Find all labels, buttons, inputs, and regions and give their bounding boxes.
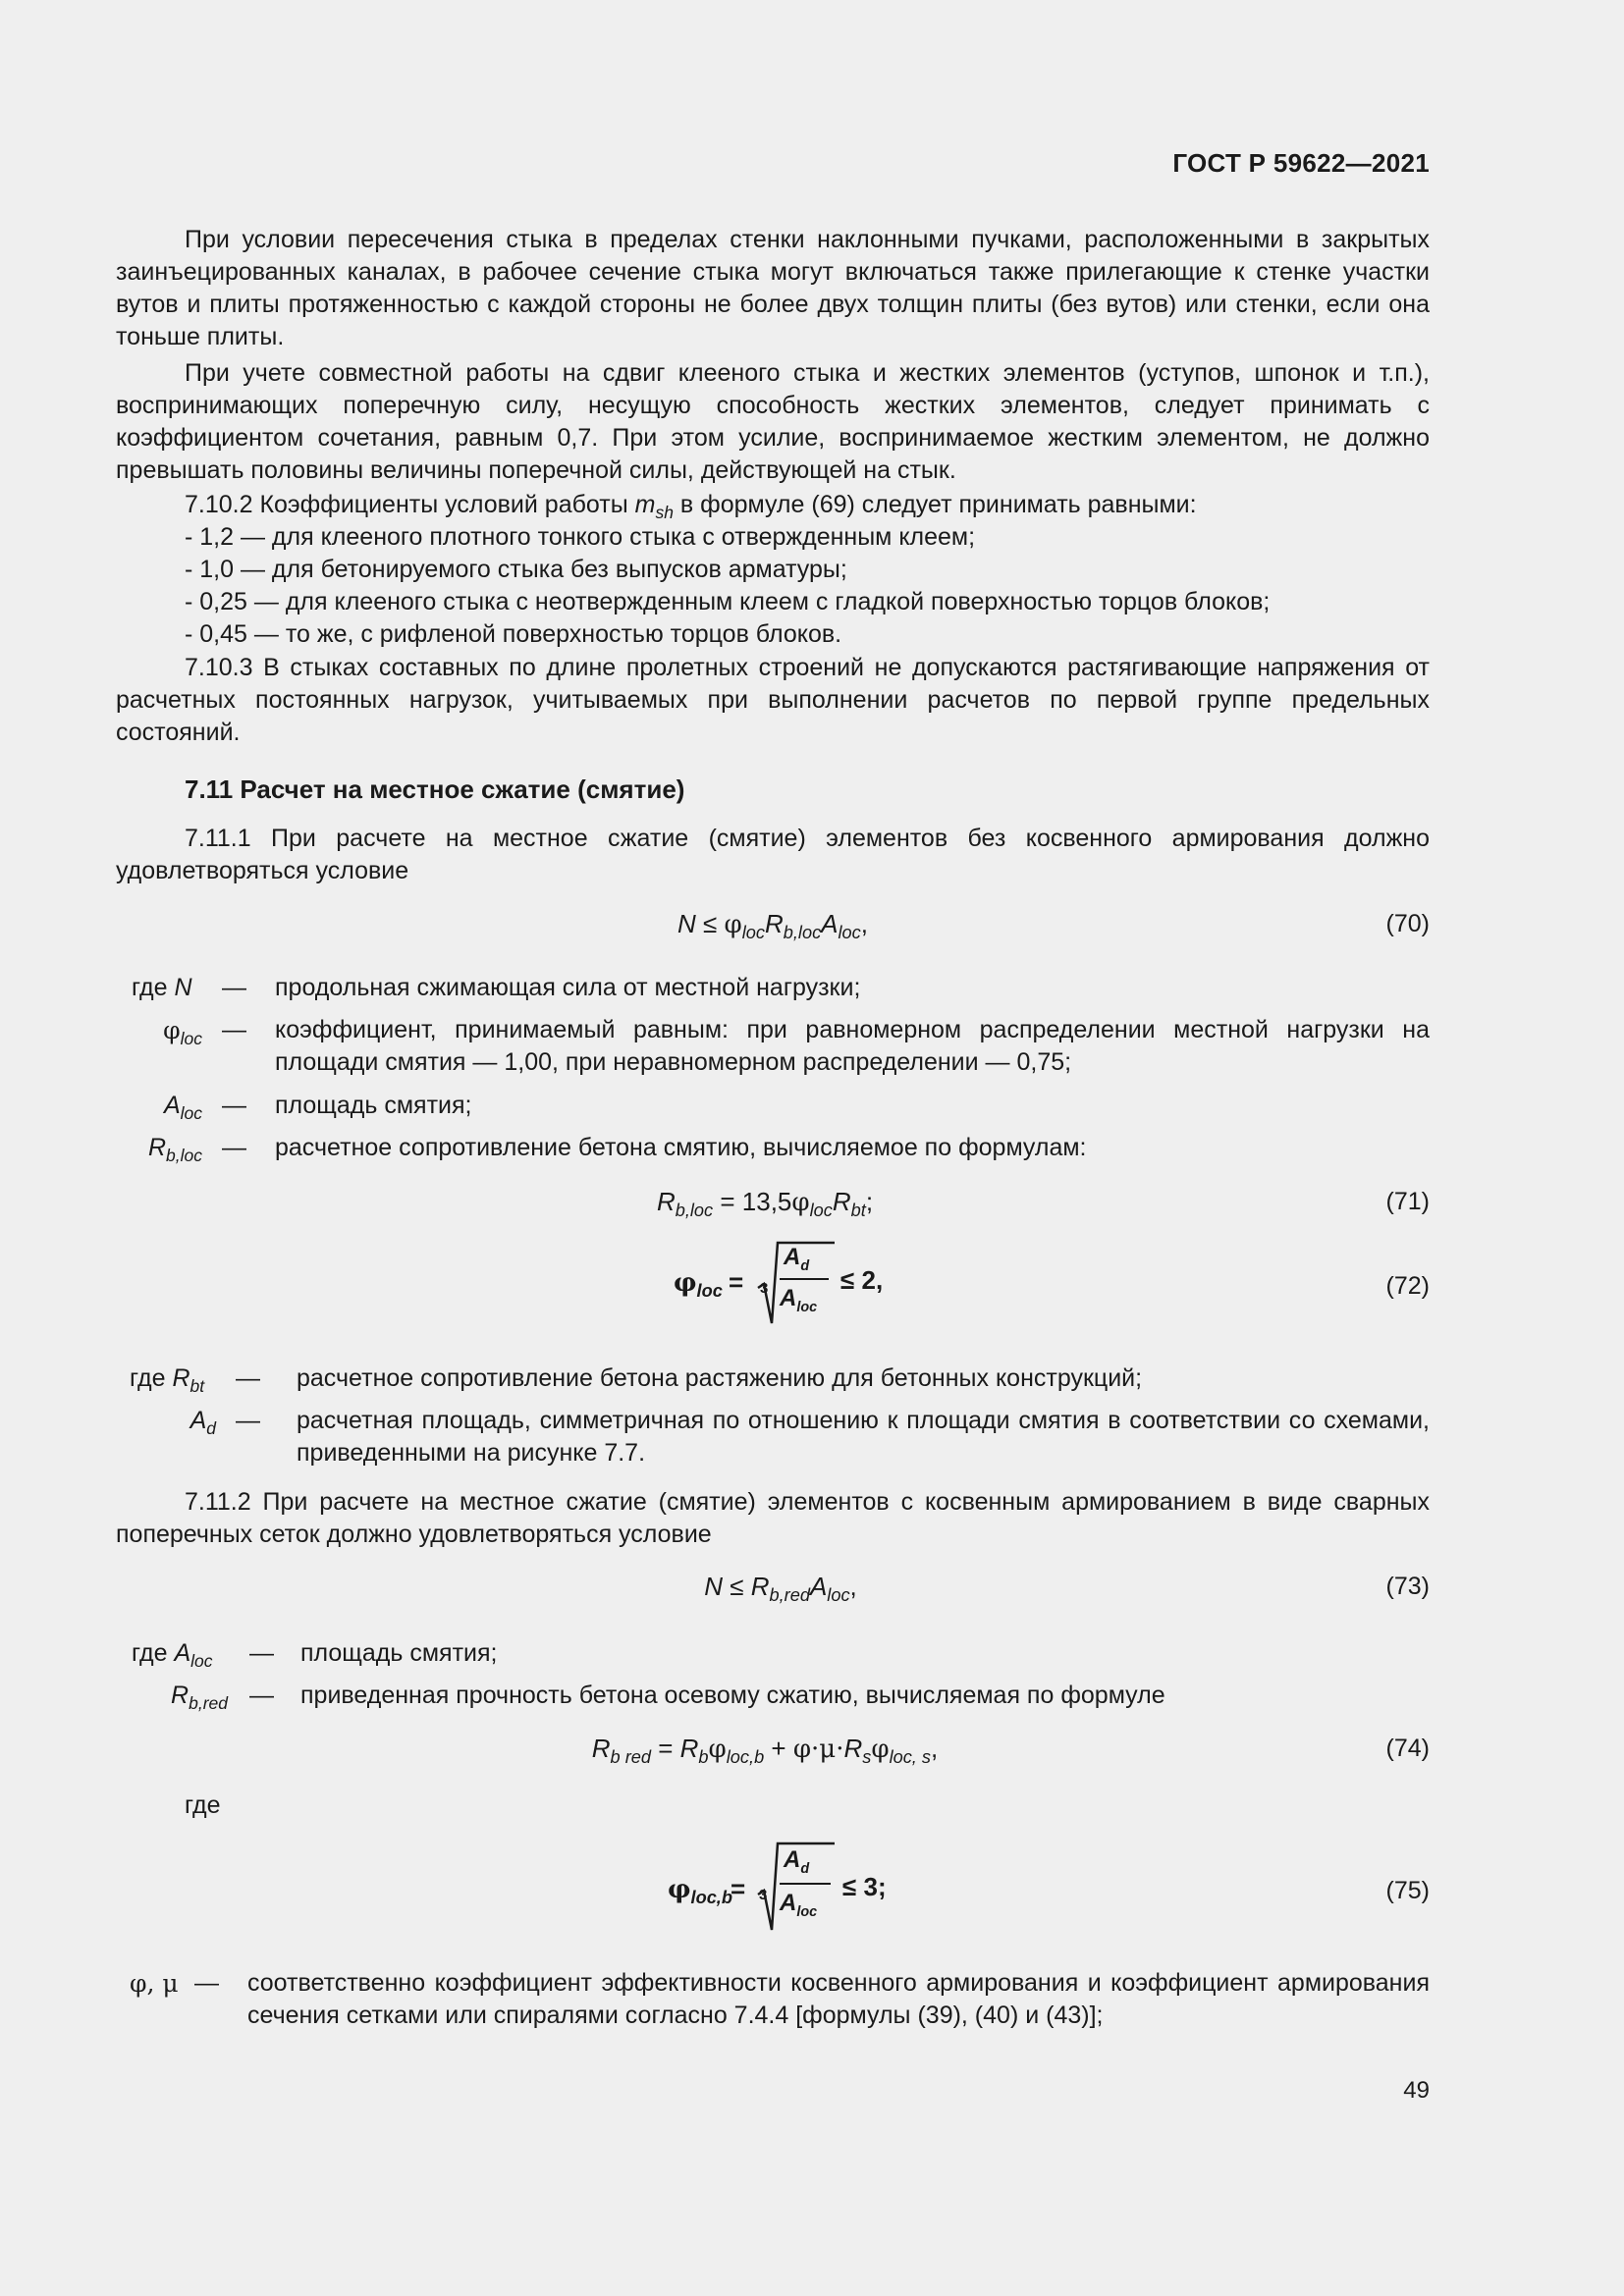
formula-75 [116,1840,1430,1928]
formula-71-body: $R_{b,loc} = 13,5\varphi_{loc}R_{bt}$; [656,1187,874,1220]
formula-number: (73) [1385,1573,1430,1600]
formula-70-body: $N \le \varphi_{loc}R_{b,loc}A_{loc}$, [677,909,868,942]
formula-73-body: $N \le R_{b,red}A_{loc}$, [704,1572,857,1605]
list-item: - 0,45 — то же, с рифленой поверхностью торцов блоков. [185,620,842,648]
list-item: - 0,25 — для клееного стыка с неотвержденным клеем с гладкой поверхностью торцов блоков; [185,588,1271,615]
formula-74 [116,1733,1430,1772]
formula-number: (75) [1385,1877,1430,1904]
paragraph: 7.10.3 В стыках составных по длине пролетных строений не допускаются растягивающие напряжения от расчетных постоянных нагрузок, учитываемых при выполнении расчетов по первой группе предельных состояний. [116,654,1430,746]
list-item: - 1,2 — для клееного плотного тонкого стыка с отвержденным клеем; [185,523,976,551]
page-number: 49 [1403,2077,1430,2104]
formula-number: (74) [1385,1735,1430,1762]
paragraph: При учете совместной работы на сдвиг клееного стыка и жестких элементов (уступов, шпонок и т.п.), воспринимающих поперечную силу, несущую способность жестких элементов, следует принимать с коэффициентом сочетания, равным 0,7. При этом усилие, воспринимаемое жестким элементом, не должно превышать половины величины поперечной силы, действующей на стык. [116,359,1430,484]
formula-number: (72) [1385,1272,1430,1300]
list-item: - 1,0 — для бетонируемого стыка без выпусков арматуры; [185,556,847,583]
formula-72-body: $\varphi_{loc}$ = 3 $A_d$ $A_{loc}$ ≤ 2, [674,1239,988,1327]
section-title: 7.11 Расчет на местное сжатие (смятие) [185,774,685,804]
paragraph: 7.11.1 При расчете на местное сжатие (смятие) элементов без косвенного армирования должно удовлетворяться условие [116,825,1430,884]
formula-73 [116,1571,1430,1610]
formula-number: (70) [1385,910,1430,937]
formula-74-body: $R_{b red} = R_b\varphi_{loc,b} + \varphi\cdot\mu\cdot R_s\varphi_{loc, s}$, [591,1734,939,1767]
paragraph-coefficients: 7.10.2 Коэффициенты условий работы $m_{sh}$ в формуле (69) следует принимать равными: [185,491,1197,522]
page-header-standard: ГОСТ Р 59622—2021 [1172,148,1430,178]
formula-number: (71) [1385,1188,1430,1215]
formula-71 [116,1186,1430,1225]
where-label: где [185,1791,221,1819]
document-page: ГОСТ Р 59622—2021 При условии пересечения стыка в пределах стенки наклонными пучками, расположенными в закрытых заинъецированных каналах, в рабочее сечение стыка могут включаться также прилегающие к стенке участки вутов и плиты протяженностью с каждой стороны не более двух толщин плиты (без вутов) или стенки, если она тоньше плиты. При учете совместной работы на сдвиг клееного стыка и жестких элементов (уступов, шпонок и т.п.), воспринимающих поперечную силу, несущую способность жестких элементов, следует принимать с коэффициентом сочетания, равным 0,7. При этом усилие, воспринимаемое жестким элементом, не должно превышать половины величины поперечной силы, действующей на стык. 7.10.2 Коэффициенты условий работы $m_{sh}$ в формуле (69) следует принимать равными: - 1,2 — для клееного плотного тонкого стыка с отвержденным клеем; - 1,0 — для бетонируемого стыка без выпусков арматуры; - 0,25 — для клееного стыка с неотвержденным клеем с гладкой поверхностью торцов блоков; - 0,45 — то же, с рифленой поверхностью торцов блоков. 7.10.3 В стыках составных по длине пролетных строений не допускаются растягивающие напряжения от расчетных постоянных нагрузок, учитываемых при выполнении расчетов по первой группе предельных состояний. 7.11 Расчет на местное сжатие (смятие) 7.11.1 При расчете на местное сжатие (смятие) элементов без косвенного армирования должно удовлетворяться условие $N \le \varphi_{loc}R_{b,loc}A_{loc}$, (70) где N — продольная сжимающая сила от местной нагрузки; $\varphi_{loc}$ — коэффициент, принимаемый равным: при равномерном распределении местной нагрузки на площади смятия — 1,00, при неравномерном распределении — 0,75; $A_{loc}$ — площадь смятия; $R_{b,loc}$ — расчетное сопротивление бетона смятию, вычисляемое по формулам: $R_{b,loc} = 13,5\varphi_{loc}R_{bt}$; (71) $\varphi_{loc}$ = 3 $A_d$ $A_{loc}$ ≤ 2, (72) где $R_{bt}$ — расчетное сопротивление бетона растяжению для бетонных конструкций; $A_d$ — расчетная площадь, симметричная по отношению к площади смятия в соответствии со схемами, приведенными на рисунке 7.7. 7.11.2 При расчете на местное сжатие (смятие) элементов с косвенным армированием в виде сварных поперечных сеток должно удовлетворяться условие $N \le R_{b,red}A_{loc}$, (73) где $A_{loc}$ — площадь смятия; $R_{b,red}$ — приведенная прочность бетона осевому сжатию, вычисляемая по формуле $R_{b red} = R_b\varphi_{loc,b} + \varphi\cdot\mu\cdot R_s\varphi_{loc, s}$, (74) где $\varphi_{loc,b}$ = 3 $A_d$ $A_{loc}$ ≤ 3; (75) φ, μ — соответственно коэффициент эффективности косвенного армирования и коэффициент армирования сечения сетками или спиралями согласно 7.4.4 [формулы (39), (40) и (43)]; 49 [116,0,1430,2296]
formula-75-body: $\varphi_{loc,b}$ = 3 $A_d$ $A_{loc}$ ≤ 3; [668,1840,1001,1928]
formula-72 [116,1239,1430,1327]
formula-70 [116,908,1430,947]
paragraph: 7.11.2 При расчете на местное сжатие (смятие) элементов с косвенным армированием в виде сварных поперечных сеток должно удовлетворяться условие [116,1488,1430,1548]
paragraph: При условии пересечения стыка в пределах стенки наклонными пучками, расположенными в закрытых заинъецированных каналах, в рабочее сечение стыка могут включаться также прилегающие к стенке участки вутов и плиты протяженностью с каждой стороны не более двух толщин плиты (без вутов) или стенки, если она тоньше плиты. [116,226,1430,350]
